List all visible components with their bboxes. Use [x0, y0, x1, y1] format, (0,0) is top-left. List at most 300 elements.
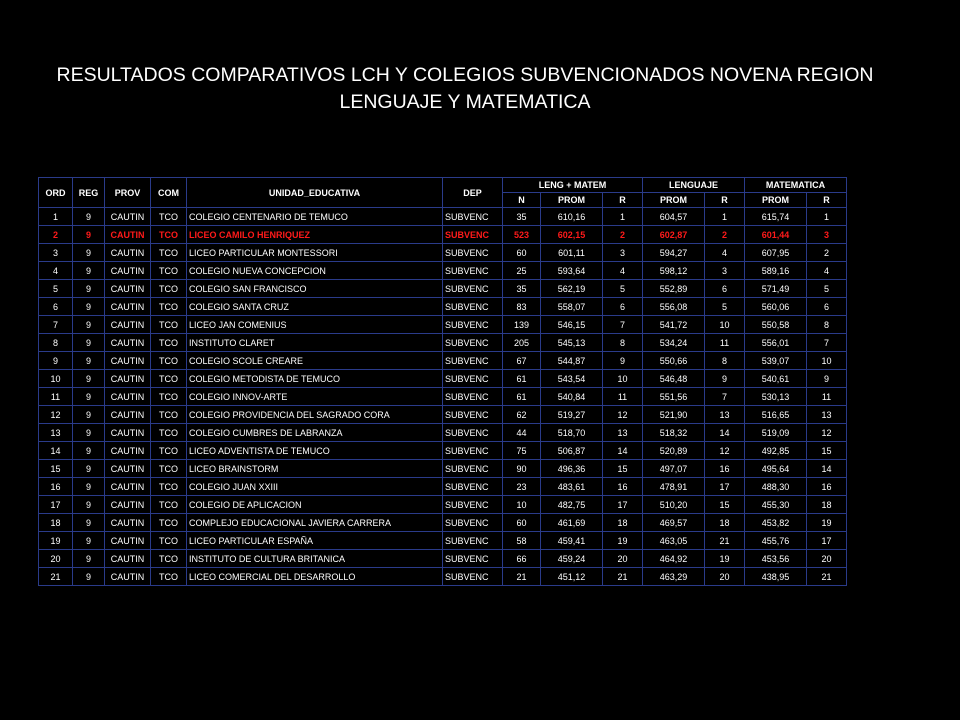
cell-dep: SUBVENC: [443, 316, 503, 334]
cell-prov: CAUTIN: [105, 298, 151, 316]
cell-prom-total: 459,24: [541, 550, 603, 568]
cell-unidad: LICEO CAMILO HENRIQUEZ: [187, 226, 443, 244]
cell-prom-matematica: 492,85: [745, 442, 807, 460]
cell-dep: SUBVENC: [443, 532, 503, 550]
cell-r-total: 18: [603, 514, 643, 532]
cell-prov: CAUTIN: [105, 442, 151, 460]
cell-n: 21: [503, 568, 541, 586]
cell-r-matematica: 4: [807, 262, 847, 280]
cell-ord: 9: [39, 352, 73, 370]
cell-com: TCO: [151, 388, 187, 406]
cell-r-total: 9: [603, 352, 643, 370]
cell-n: 35: [503, 208, 541, 226]
cell-com: TCO: [151, 460, 187, 478]
cell-r-lenguaje: 1: [705, 208, 745, 226]
cell-prom-total: 602,15: [541, 226, 603, 244]
results-table: [38, 177, 847, 586]
cell-dep: SUBVENC: [443, 334, 503, 352]
cell-reg: 9: [73, 370, 105, 388]
cell-unidad: COMPLEJO EDUCACIONAL JAVIERA CARRERA: [187, 514, 443, 532]
cell-prom-matematica: 607,95: [745, 244, 807, 262]
cell-dep: SUBVENC: [443, 514, 503, 532]
cell-reg: 9: [73, 460, 105, 478]
cell-r-matematica: 1: [807, 208, 847, 226]
cell-ord: 19: [39, 532, 73, 550]
table-row: [39, 298, 847, 316]
cell-ord: 21: [39, 568, 73, 586]
cell-r-matematica: 13: [807, 406, 847, 424]
cell-r-lenguaje: 10: [705, 316, 745, 334]
cell-r-matematica: 21: [807, 568, 847, 586]
cell-com: TCO: [151, 352, 187, 370]
cell-prom-lenguaje: 534,24: [643, 334, 705, 352]
cell-r-matematica: 18: [807, 496, 847, 514]
cell-n: 67: [503, 352, 541, 370]
cell-r-total: 2: [603, 226, 643, 244]
cell-r-lenguaje: 8: [705, 352, 745, 370]
cell-r-total: 5: [603, 280, 643, 298]
cell-r-matematica: 5: [807, 280, 847, 298]
cell-prov: CAUTIN: [105, 388, 151, 406]
cell-r-total: 14: [603, 442, 643, 460]
cell-dep: SUBVENC: [443, 496, 503, 514]
header-prom-matematica: PROM: [745, 193, 807, 208]
cell-unidad: COLEGIO METODISTA DE TEMUCO: [187, 370, 443, 388]
cell-prom-matematica: 550,58: [745, 316, 807, 334]
header-prom-total: PROM: [541, 193, 603, 208]
cell-r-total: 16: [603, 478, 643, 496]
cell-r-lenguaje: 21: [705, 532, 745, 550]
cell-r-total: 7: [603, 316, 643, 334]
cell-n: 44: [503, 424, 541, 442]
cell-prom-lenguaje: 594,27: [643, 244, 705, 262]
cell-com: TCO: [151, 406, 187, 424]
cell-unidad: INSTITUTO CLARET: [187, 334, 443, 352]
header-n: N: [503, 193, 541, 208]
cell-n: 23: [503, 478, 541, 496]
cell-prov: CAUTIN: [105, 208, 151, 226]
cell-prom-matematica: 556,01: [745, 334, 807, 352]
cell-r-total: 15: [603, 460, 643, 478]
cell-com: TCO: [151, 298, 187, 316]
cell-reg: 9: [73, 208, 105, 226]
cell-dep: SUBVENC: [443, 424, 503, 442]
table-row: [39, 352, 847, 370]
table-row: [39, 460, 847, 478]
table-row: [39, 514, 847, 532]
cell-prom-matematica: 539,07: [745, 352, 807, 370]
cell-prov: CAUTIN: [105, 316, 151, 334]
cell-r-matematica: 11: [807, 388, 847, 406]
cell-com: TCO: [151, 442, 187, 460]
table-row: [39, 208, 847, 226]
cell-reg: 9: [73, 352, 105, 370]
cell-prom-matematica: 530,13: [745, 388, 807, 406]
cell-unidad: LICEO PARTICULAR ESPAÑA: [187, 532, 443, 550]
cell-com: TCO: [151, 514, 187, 532]
table-row: [39, 442, 847, 460]
slide-title: [0, 62, 930, 116]
cell-dep: SUBVENC: [443, 442, 503, 460]
cell-ord: 3: [39, 244, 73, 262]
cell-r-lenguaje: 19: [705, 550, 745, 568]
cell-r-lenguaje: 20: [705, 568, 745, 586]
cell-prom-total: 544,87: [541, 352, 603, 370]
cell-unidad: COLEGIO DE APLICACION: [187, 496, 443, 514]
table-row: [39, 532, 847, 550]
cell-prom-total: 483,61: [541, 478, 603, 496]
cell-n: 90: [503, 460, 541, 478]
table-row: [39, 388, 847, 406]
cell-r-lenguaje: 2: [705, 226, 745, 244]
table-row: [39, 478, 847, 496]
table-row: [39, 496, 847, 514]
cell-reg: 9: [73, 406, 105, 424]
cell-reg: 9: [73, 550, 105, 568]
cell-com: TCO: [151, 424, 187, 442]
cell-n: 60: [503, 514, 541, 532]
cell-com: TCO: [151, 496, 187, 514]
header-prom-lenguaje: PROM: [643, 193, 705, 208]
cell-prom-lenguaje: 478,91: [643, 478, 705, 496]
cell-prom-lenguaje: 518,32: [643, 424, 705, 442]
cell-r-lenguaje: 11: [705, 334, 745, 352]
cell-com: TCO: [151, 568, 187, 586]
cell-prov: CAUTIN: [105, 496, 151, 514]
header-r-total: R: [603, 193, 643, 208]
cell-unidad: COLEGIO PROVIDENCIA DEL SAGRADO CORA: [187, 406, 443, 424]
cell-com: TCO: [151, 208, 187, 226]
cell-prom-matematica: 453,82: [745, 514, 807, 532]
cell-prom-lenguaje: 469,57: [643, 514, 705, 532]
cell-r-matematica: 6: [807, 298, 847, 316]
table-row: [39, 280, 847, 298]
cell-r-matematica: 19: [807, 514, 847, 532]
cell-prov: CAUTIN: [105, 568, 151, 586]
cell-dep: SUBVENC: [443, 460, 503, 478]
cell-prom-lenguaje: 497,07: [643, 460, 705, 478]
cell-r-total: 11: [603, 388, 643, 406]
header-row-1: [39, 178, 847, 193]
cell-prom-lenguaje: 546,48: [643, 370, 705, 388]
table-row: [39, 424, 847, 442]
cell-unidad: LICEO ADVENTISTA DE TEMUCO: [187, 442, 443, 460]
cell-prom-lenguaje: 552,89: [643, 280, 705, 298]
cell-dep: SUBVENC: [443, 208, 503, 226]
cell-com: TCO: [151, 478, 187, 496]
cell-prom-total: 496,36: [541, 460, 603, 478]
cell-reg: 9: [73, 298, 105, 316]
cell-n: 61: [503, 388, 541, 406]
cell-r-matematica: 9: [807, 370, 847, 388]
cell-dep: SUBVENC: [443, 568, 503, 586]
cell-prom-lenguaje: 464,92: [643, 550, 705, 568]
cell-dep: SUBVENC: [443, 550, 503, 568]
cell-r-matematica: 3: [807, 226, 847, 244]
cell-prom-lenguaje: 463,29: [643, 568, 705, 586]
cell-dep: SUBVENC: [443, 478, 503, 496]
cell-unidad: LICEO COMERCIAL DEL DESARROLLO: [187, 568, 443, 586]
header-prov: PROV: [105, 178, 151, 208]
cell-n: 25: [503, 262, 541, 280]
header-group-leng-matem: LENG + MATEM: [503, 178, 643, 193]
cell-n: 35: [503, 280, 541, 298]
header-reg: REG: [73, 178, 105, 208]
cell-prom-matematica: 488,30: [745, 478, 807, 496]
cell-unidad: LICEO JAN COMENIUS: [187, 316, 443, 334]
cell-reg: 9: [73, 388, 105, 406]
cell-n: 61: [503, 370, 541, 388]
title-line-2: LENGUAJE Y MATEMATICA: [339, 91, 591, 113]
title-line-1: RESULTADOS COMPARATIVOS LCH Y COLEGIOS SUBVENCIONADOS NOVENA REGION: [56, 64, 874, 86]
cell-prom-total: 519,27: [541, 406, 603, 424]
cell-prom-lenguaje: 463,05: [643, 532, 705, 550]
cell-prom-total: 593,64: [541, 262, 603, 280]
cell-prom-matematica: 615,74: [745, 208, 807, 226]
cell-dep: SUBVENC: [443, 406, 503, 424]
cell-reg: 9: [73, 478, 105, 496]
cell-reg: 9: [73, 424, 105, 442]
cell-unidad: LICEO BRAINSTORM: [187, 460, 443, 478]
cell-r-matematica: 17: [807, 532, 847, 550]
cell-prom-matematica: 540,61: [745, 370, 807, 388]
header-group-lenguaje: LENGUAJE: [643, 178, 745, 193]
cell-r-lenguaje: 7: [705, 388, 745, 406]
cell-prom-lenguaje: 604,57: [643, 208, 705, 226]
cell-reg: 9: [73, 496, 105, 514]
cell-prov: CAUTIN: [105, 262, 151, 280]
cell-unidad: COLEGIO JUAN XXIII: [187, 478, 443, 496]
cell-r-total: 10: [603, 370, 643, 388]
header-com: COM: [151, 178, 187, 208]
cell-ord: 8: [39, 334, 73, 352]
cell-dep: SUBVENC: [443, 388, 503, 406]
cell-ord: 2: [39, 226, 73, 244]
cell-unidad: COLEGIO INNOV-ARTE: [187, 388, 443, 406]
cell-prom-lenguaje: 598,12: [643, 262, 705, 280]
cell-ord: 18: [39, 514, 73, 532]
cell-reg: 9: [73, 316, 105, 334]
cell-ord: 6: [39, 298, 73, 316]
cell-com: TCO: [151, 316, 187, 334]
cell-prom-total: 540,84: [541, 388, 603, 406]
cell-r-total: 1: [603, 208, 643, 226]
cell-prom-matematica: 516,65: [745, 406, 807, 424]
header-r-lenguaje: R: [705, 193, 745, 208]
table-row: [39, 406, 847, 424]
cell-reg: 9: [73, 226, 105, 244]
cell-n: 83: [503, 298, 541, 316]
cell-prov: CAUTIN: [105, 244, 151, 262]
cell-r-total: 8: [603, 334, 643, 352]
cell-unidad: COLEGIO SANTA CRUZ: [187, 298, 443, 316]
cell-r-total: 17: [603, 496, 643, 514]
cell-r-lenguaje: 5: [705, 298, 745, 316]
cell-prov: CAUTIN: [105, 352, 151, 370]
cell-prom-total: 543,54: [541, 370, 603, 388]
cell-reg: 9: [73, 262, 105, 280]
header-group-matematica: MATEMATICA: [745, 178, 847, 193]
cell-ord: 12: [39, 406, 73, 424]
cell-ord: 15: [39, 460, 73, 478]
cell-prom-matematica: 453,56: [745, 550, 807, 568]
cell-dep: SUBVENC: [443, 352, 503, 370]
cell-n: 75: [503, 442, 541, 460]
cell-prom-total: 451,12: [541, 568, 603, 586]
cell-dep: SUBVENC: [443, 370, 503, 388]
cell-r-total: 12: [603, 406, 643, 424]
cell-prom-total: 562,19: [541, 280, 603, 298]
cell-n: 10: [503, 496, 541, 514]
cell-prom-total: 610,16: [541, 208, 603, 226]
table-row: [39, 244, 847, 262]
cell-unidad: LICEO PARTICULAR MONTESSORI: [187, 244, 443, 262]
cell-r-lenguaje: 14: [705, 424, 745, 442]
cell-n: 523: [503, 226, 541, 244]
cell-prom-matematica: 589,16: [745, 262, 807, 280]
cell-prom-lenguaje: 602,87: [643, 226, 705, 244]
cell-unidad: COLEGIO SAN FRANCISCO: [187, 280, 443, 298]
cell-prom-matematica: 601,44: [745, 226, 807, 244]
cell-prov: CAUTIN: [105, 226, 151, 244]
cell-prov: CAUTIN: [105, 460, 151, 478]
cell-ord: 10: [39, 370, 73, 388]
cell-prov: CAUTIN: [105, 478, 151, 496]
cell-r-lenguaje: 18: [705, 514, 745, 532]
cell-reg: 9: [73, 514, 105, 532]
cell-prov: CAUTIN: [105, 532, 151, 550]
cell-r-total: 20: [603, 550, 643, 568]
cell-n: 66: [503, 550, 541, 568]
cell-prom-matematica: 438,95: [745, 568, 807, 586]
cell-r-total: 13: [603, 424, 643, 442]
cell-prov: CAUTIN: [105, 334, 151, 352]
cell-r-matematica: 7: [807, 334, 847, 352]
cell-prov: CAUTIN: [105, 280, 151, 298]
cell-n: 62: [503, 406, 541, 424]
cell-r-lenguaje: 16: [705, 460, 745, 478]
cell-n: 205: [503, 334, 541, 352]
cell-prom-matematica: 571,49: [745, 280, 807, 298]
cell-prom-total: 482,75: [541, 496, 603, 514]
cell-prom-lenguaje: 551,56: [643, 388, 705, 406]
header-r-matematica: R: [807, 193, 847, 208]
table-row: [39, 226, 847, 244]
cell-prom-total: 601,11: [541, 244, 603, 262]
table-row: [39, 262, 847, 280]
cell-prom-matematica: 455,76: [745, 532, 807, 550]
cell-r-lenguaje: 9: [705, 370, 745, 388]
cell-r-matematica: 12: [807, 424, 847, 442]
cell-r-matematica: 10: [807, 352, 847, 370]
cell-r-matematica: 16: [807, 478, 847, 496]
cell-prom-lenguaje: 556,08: [643, 298, 705, 316]
cell-n: 58: [503, 532, 541, 550]
cell-r-matematica: 8: [807, 316, 847, 334]
cell-prom-total: 558,07: [541, 298, 603, 316]
table-row: [39, 568, 847, 586]
cell-prom-lenguaje: 510,20: [643, 496, 705, 514]
cell-r-matematica: 15: [807, 442, 847, 460]
cell-unidad: COLEGIO CENTENARIO DE TEMUCO: [187, 208, 443, 226]
cell-prom-lenguaje: 550,66: [643, 352, 705, 370]
cell-prov: CAUTIN: [105, 424, 151, 442]
cell-ord: 7: [39, 316, 73, 334]
cell-r-lenguaje: 13: [705, 406, 745, 424]
cell-com: TCO: [151, 334, 187, 352]
cell-prom-lenguaje: 521,90: [643, 406, 705, 424]
cell-prov: CAUTIN: [105, 550, 151, 568]
cell-com: TCO: [151, 244, 187, 262]
cell-dep: SUBVENC: [443, 280, 503, 298]
cell-prom-total: 459,41: [541, 532, 603, 550]
cell-prom-matematica: 519,09: [745, 424, 807, 442]
cell-ord: 20: [39, 550, 73, 568]
cell-r-matematica: 14: [807, 460, 847, 478]
cell-prom-total: 461,69: [541, 514, 603, 532]
cell-unidad: COLEGIO SCOLE CREARE: [187, 352, 443, 370]
cell-dep: SUBVENC: [443, 244, 503, 262]
cell-ord: 1: [39, 208, 73, 226]
cell-ord: 17: [39, 496, 73, 514]
cell-reg: 9: [73, 334, 105, 352]
cell-dep: SUBVENC: [443, 226, 503, 244]
cell-r-total: 3: [603, 244, 643, 262]
cell-reg: 9: [73, 532, 105, 550]
cell-com: TCO: [151, 532, 187, 550]
cell-com: TCO: [151, 550, 187, 568]
cell-r-total: 6: [603, 298, 643, 316]
cell-ord: 13: [39, 424, 73, 442]
cell-r-total: 4: [603, 262, 643, 280]
cell-unidad: COLEGIO CUMBRES DE LABRANZA: [187, 424, 443, 442]
cell-prom-total: 518,70: [541, 424, 603, 442]
cell-unidad: INSTITUTO DE CULTURA BRITANICA: [187, 550, 443, 568]
cell-com: TCO: [151, 280, 187, 298]
cell-reg: 9: [73, 442, 105, 460]
cell-r-lenguaje: 15: [705, 496, 745, 514]
cell-prom-total: 545,13: [541, 334, 603, 352]
cell-ord: 4: [39, 262, 73, 280]
table-body: [39, 208, 847, 586]
cell-prom-matematica: 455,30: [745, 496, 807, 514]
cell-prov: CAUTIN: [105, 514, 151, 532]
table-row: [39, 550, 847, 568]
cell-dep: SUBVENC: [443, 298, 503, 316]
cell-ord: 16: [39, 478, 73, 496]
cell-dep: SUBVENC: [443, 262, 503, 280]
table-row: [39, 370, 847, 388]
cell-unidad: COLEGIO NUEVA CONCEPCION: [187, 262, 443, 280]
cell-prom-matematica: 495,64: [745, 460, 807, 478]
cell-prov: CAUTIN: [105, 370, 151, 388]
cell-ord: 11: [39, 388, 73, 406]
header-dep: DEP: [443, 178, 503, 208]
table-row: [39, 334, 847, 352]
cell-prom-total: 506,87: [541, 442, 603, 460]
cell-ord: 14: [39, 442, 73, 460]
cell-r-lenguaje: 6: [705, 280, 745, 298]
cell-prov: CAUTIN: [105, 406, 151, 424]
cell-n: 139: [503, 316, 541, 334]
cell-r-lenguaje: 12: [705, 442, 745, 460]
cell-prom-lenguaje: 520,89: [643, 442, 705, 460]
cell-r-total: 19: [603, 532, 643, 550]
cell-prom-lenguaje: 541,72: [643, 316, 705, 334]
cell-n: 60: [503, 244, 541, 262]
cell-reg: 9: [73, 568, 105, 586]
cell-r-lenguaje: 17: [705, 478, 745, 496]
